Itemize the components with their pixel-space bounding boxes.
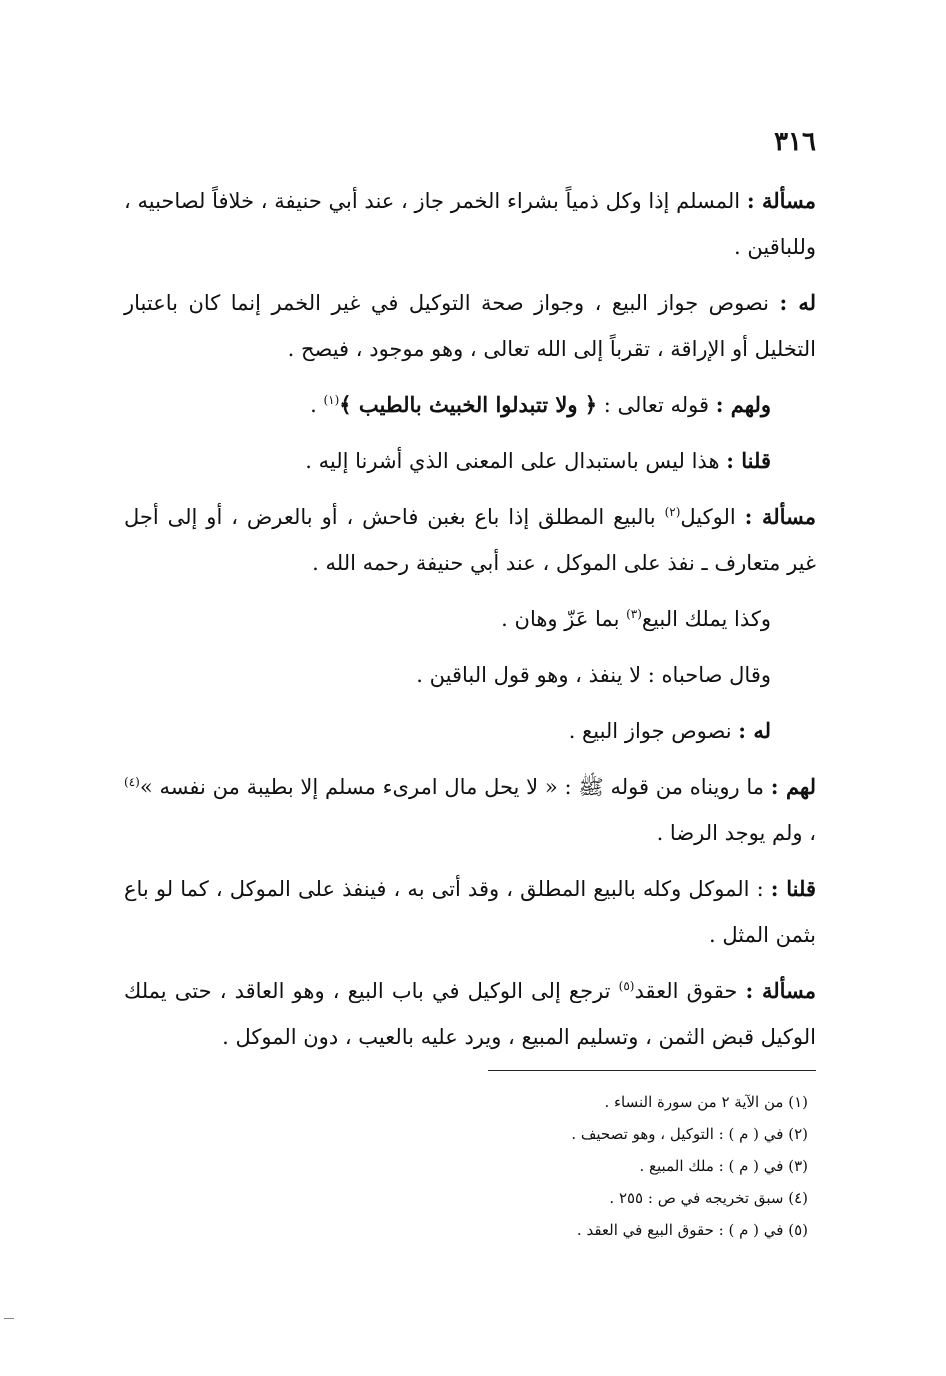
- paragraph-companions-view: [124, 652, 816, 698]
- footnote-ref[interactable]: (٣): [626, 607, 642, 621]
- footnote-item: (٥) في ( م ) : حقوق البيع في العقد .: [576, 1221, 808, 1239]
- footnotes: [308, 1086, 808, 1246]
- paragraph-text: .: [310, 393, 324, 417]
- paragraph-label: له :: [779, 290, 816, 315]
- paragraph-likewise: [124, 596, 816, 642]
- paragraph-argument-for: [124, 280, 816, 372]
- paragraph-label: مسألة :: [745, 978, 816, 1003]
- footnote-item: (٢) في ( م ) : التوكيل ، وهو تصحيف .: [571, 1125, 808, 1143]
- footnote-item: (١) من الآية ٢ من سورة النساء .: [604, 1093, 808, 1111]
- body-text: [124, 178, 816, 1070]
- quran-quote: ﴿ ولا تتبدلوا الخبيث بالطيب ﴾: [339, 392, 598, 417]
- paragraph-text: ، ولم يوجد الرضا .: [656, 821, 816, 845]
- paragraph-label: مسألة :: [746, 188, 816, 213]
- footnote-divider: [488, 1070, 816, 1071]
- paragraph-label: له :: [738, 718, 771, 743]
- paragraph-argument-against-2: [124, 764, 816, 856]
- paragraph-label: مسألة :: [744, 504, 816, 529]
- paragraph-text: ما رويناه من قوله ﷺ : « لا يحل مال امرىء مسلم إلا بطيبة من نفسه »: [139, 775, 771, 799]
- footnote-ref[interactable]: (٢): [664, 505, 681, 519]
- paragraph-text: بما عَزّ وهان .: [501, 607, 627, 631]
- paragraph-text: هذا ليس باستبدال على المعنى الذي أشرنا إليه .: [305, 449, 727, 473]
- paragraph-text: نصوص جواز البيع ، وجواز صحة التوكيل في غير الخمر إنما كان باعتبار التخليل أو الإراقة ، تقرباً إلى الله تعالى ، وهو موجود ، فيصح .: [124, 291, 816, 361]
- paragraph-issue-unrestricted-agent: [124, 494, 816, 586]
- paragraph-label: قلنا :: [770, 876, 817, 901]
- paragraph-text: المسلم إذا وكل ذمياً بشراء الخمر جاز ، عند أبي حنيفة ، خلافاً لصاحبيه ، وللباقين .: [124, 189, 816, 259]
- paragraph-label: قلنا :: [726, 448, 771, 473]
- paragraph-text: وقال صاحباه : لا ينفذ ، وهو قول الباقين .: [416, 663, 771, 687]
- paragraph-text: : الموكل وكله بالبيع المطلق ، وقد أتى به ، فينفذ على الموكل ، كما لو باع بثمن المثل .: [124, 877, 816, 947]
- paragraph-reply-2: [124, 866, 816, 958]
- paragraph-text: الوكيل: [680, 505, 745, 529]
- footnote-ref[interactable]: (٥): [618, 979, 635, 993]
- paragraph-argument-against: [124, 382, 816, 428]
- footnote-ref[interactable]: (٤): [124, 775, 140, 789]
- paragraph-label: ولهم :: [715, 392, 771, 417]
- paragraph-text: قوله تعالى :: [597, 393, 716, 417]
- paragraph-reply: [124, 438, 816, 484]
- paragraph-issue-contract-rights: [124, 968, 816, 1060]
- paragraph-issue-muslim-agent: [124, 178, 816, 270]
- footnote-ref[interactable]: (١): [323, 393, 340, 407]
- paragraph-text: حقوق العقد: [634, 979, 746, 1003]
- paragraph-argument-for-2: [124, 708, 816, 754]
- paragraph-text: ترجع إلى الوكيل في باب البيع ، وهو العاقد ، حتى يملك الوكيل قبض الثمن ، وتسليم المبيع ، ويرد عليه بالعيب ، دون الموكل .: [124, 979, 816, 1049]
- paragraph-text: بالبيع المطلق إذا باع بغبن فاحش ، أو بالعرض ، أو إلى أجل غير متعارف ـ نفذ على الموكل ، عند أبي حنيفة رحمه الله .: [124, 505, 816, 575]
- page-number: ٣١٦: [774, 127, 816, 157]
- paragraph-text: وكذا يملك البيع: [641, 607, 771, 631]
- paragraph-label: لهم :: [770, 774, 816, 799]
- paragraph-text: نصوص جواز البيع .: [568, 719, 739, 743]
- scan-margin-mark: [4, 1318, 14, 1319]
- footnote-item: (٤) سبق تخريجه في ص : ٢٥٥ .: [609, 1189, 808, 1207]
- footnote-item: (٣) في ( م ) : ملك المبيع .: [639, 1157, 808, 1175]
